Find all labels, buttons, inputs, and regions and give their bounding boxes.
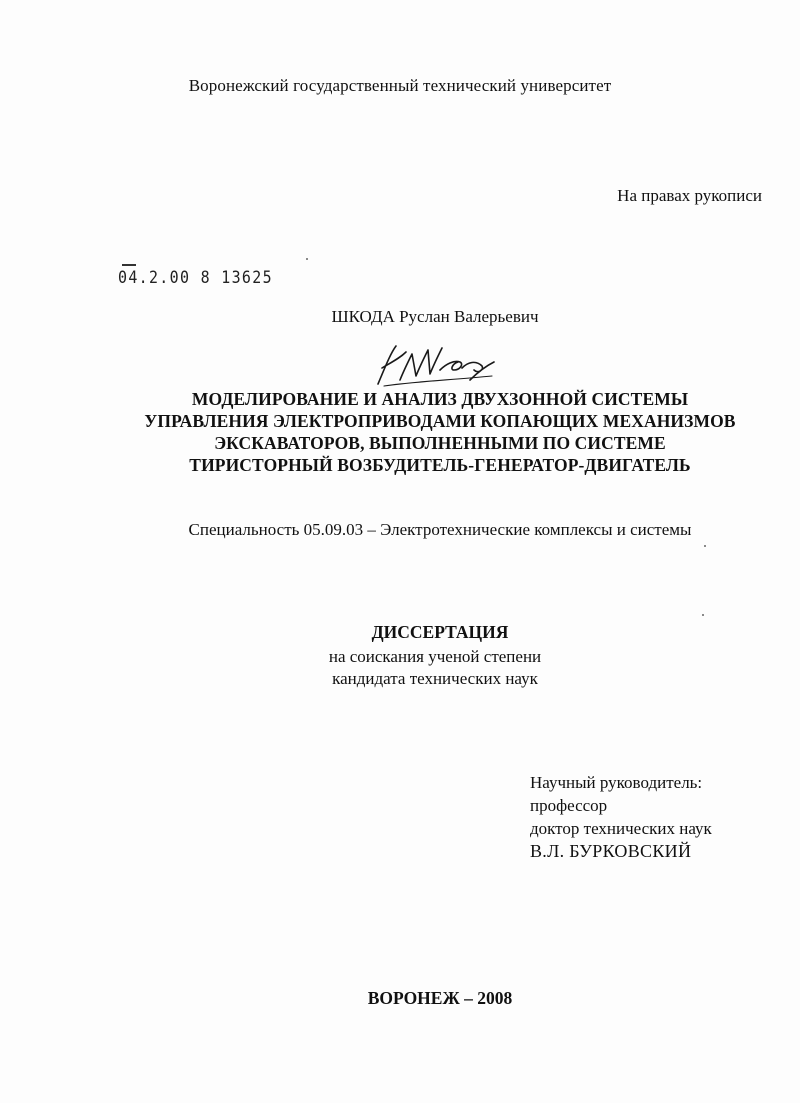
scan-speck [702,614,704,616]
stamp-mark [122,264,136,266]
title-line-4: ТИРИСТОРНЫЙ ВОЗБУДИТЕЛЬ-ГЕНЕРАТОР-ДВИГАТЕЛЬ [189,455,691,475]
signature-icon [370,340,500,388]
supervisor-degree: доктор технических наук [530,819,712,838]
dissertation-title [0,388,800,476]
dissertation-heading: ДИССЕРТАЦИЯ [371,622,509,642]
title-line-3: ЭКСКАВАТОРОВ, ВЫПОЛНЕННЫМИ ПО СИСТЕМЕ [214,433,666,453]
title-line-1: МОДЕЛИРОВАНИЕ И АНАЛИЗ ДВУХЗОННОЙ СИСТЕМЫ [191,389,689,409]
author-name: ШКОДА Руслан Валерьевич [331,307,539,326]
degree-line-2: кандидата технических наук [332,669,538,688]
specialty-line: Специальность 05.09.03 – Электротехнические комплексы и системы [188,520,692,539]
city-year: ВОРОНЕЖ – 2008 [367,988,513,1008]
supervisor-name: В.Л. БУРКОВСКИЙ [530,841,692,861]
registration-stamp: 04.2.00 8 13625 [118,268,273,288]
scan-speck [704,545,706,547]
title-line-2: УПРАВЛЕНИЯ ЭЛЕКТРОПРИВОДАМИ КОПАЮЩИХ МЕХАНИЗМОВ [144,411,736,431]
university-name: Воронежский государственный технический университет [188,76,612,95]
supervisor-rank: профессор [530,796,608,815]
supervisor-block [530,771,712,863]
rights-notice: На правах рукописи [617,186,762,205]
supervisor-label: Научный руководитель: [530,773,703,792]
scan-speck [306,258,308,260]
degree-line-1: на соискания ученой степени [328,647,542,666]
